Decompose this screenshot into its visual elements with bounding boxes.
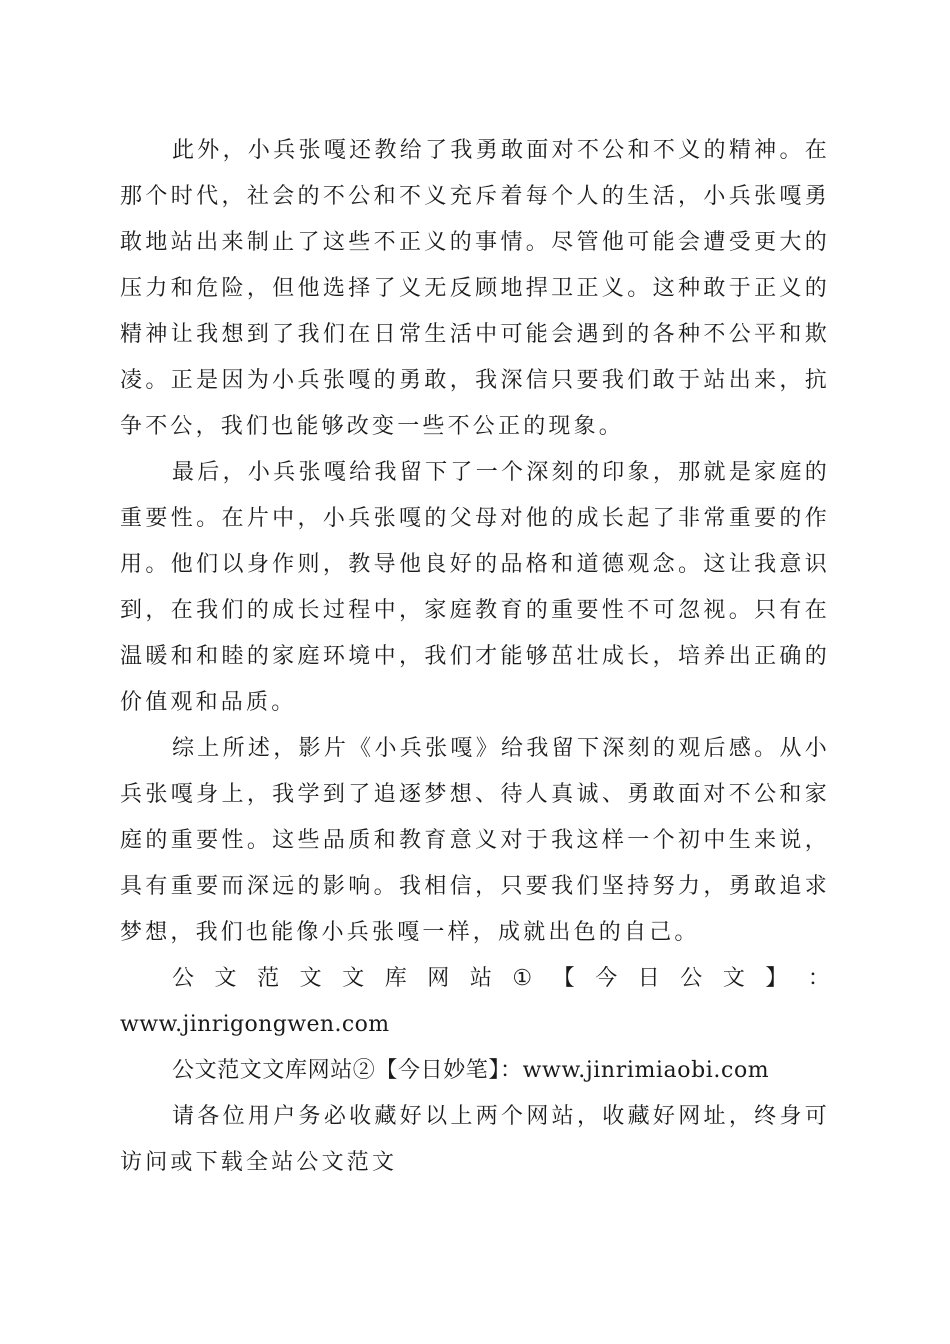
site1-url: www.jinrigongwen.com (120, 1012, 390, 1037)
site1-char: 库 (384, 966, 407, 991)
document-body (120, 128, 830, 1186)
site1-char: 网 (427, 966, 450, 991)
site2-line: 公文范文文库网站②【今日妙笔】：www.jinrimiaobi.com (172, 1058, 770, 1083)
site1-char: 文 (214, 966, 237, 991)
site1-char: 日 (637, 966, 660, 991)
site1-char: 文 (299, 966, 322, 991)
paragraph-family: 最后，小兵张嘎给我留下了一个深刻的印象，那就是家庭的重要性。在片中，小兵张嘎的父母对他的成长起了非常重要的作用。他们以身作则，教导他良好的品格和道德观念。这让我意识到，在我们的成长过程中，家庭教育的重要性不可忽视。只有在温暖和和睦的家庭环境中，我们才能够茁壮成长，培养出正确的价值观和品质。 (120, 460, 830, 715)
site1-char: 文 (722, 966, 745, 991)
site1-char: 今 (595, 966, 618, 991)
site1-char: 范 (257, 966, 280, 991)
notice-paragraph: 请各位用户务必收藏好以上两个网站，收藏好网址，终身可访问或下载全站公文范文 (120, 1104, 830, 1175)
site1-char: ： (807, 966, 830, 991)
paragraph-courage: 此外，小兵张嘎还教给了我勇敢面对不公和不义的精神。在那个时代，社会的不公和不义充斥着每个人的生活，小兵张嘎勇敢地站出来制止了这些不正义的事情。尽管他可能会遭受更大的压力和危险，但他选择了义无反顾地捍卫正义。这种敢于正义的精神让我想到了我们在日常生活中可能会遇到的各种不公平和欺凌。正是因为小兵张嘎的勇敢，我深信只要我们敢于站出来，抗争不公，我们也能够改变一些不公正的现象。 (120, 138, 830, 439)
site1-label (120, 956, 830, 1002)
site1-char: 站 (469, 966, 492, 991)
site1-char: 文 (342, 966, 365, 991)
site1-char: 】 (765, 966, 788, 991)
site1-char: 公 (680, 966, 703, 991)
site1-char: 公 (172, 966, 195, 991)
site1-char: 【 (552, 966, 575, 991)
site1-char: ① (512, 966, 533, 991)
paragraph-conclusion: 综上所述，影片《小兵张嘎》给我留下深刻的观后感。从小兵张嘎身上，我学到了追逐梦想、待人真诚、勇敢面对不公和家庭的重要性。这些品质和教育意义对于我这样一个初中生来说，具有重要而深远的影响。我相信，只要我们坚持努力，勇敢追求梦想，我们也能像小兵张嘎一样，成就出色的自己。 (120, 736, 830, 945)
